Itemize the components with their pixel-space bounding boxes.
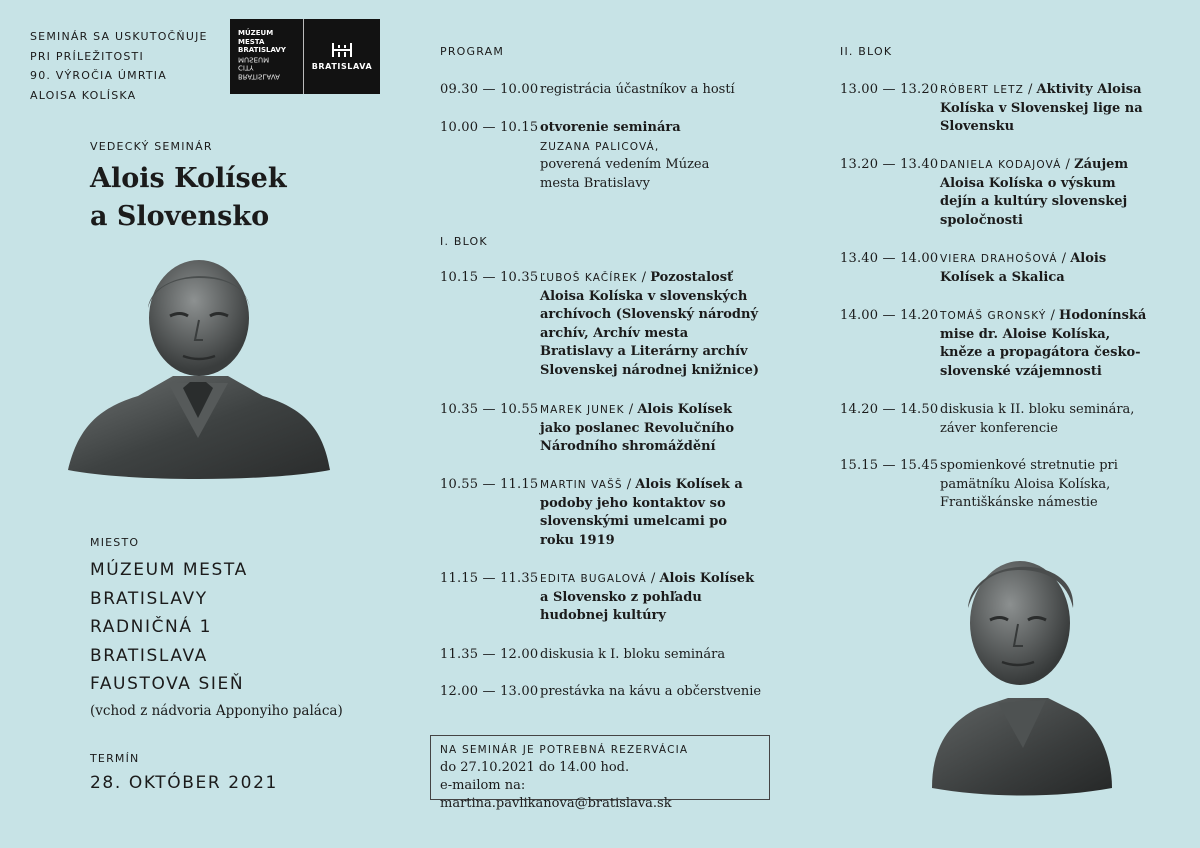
bust-portrait-image <box>68 258 330 480</box>
bust-portrait-image <box>928 548 1114 796</box>
item-speaker: VIERA DRAHOŠOVÁ <box>940 253 1058 265</box>
venue-line: MÚZEUM MESTA <box>90 560 248 580</box>
item-speaker: MAREK JUNEK <box>540 404 625 416</box>
block2-heading: II. BLOK <box>840 45 893 58</box>
item-time: 14.20 — 14.50 <box>840 402 939 417</box>
logo-mirror-line: BRATISLAVA <box>238 72 280 80</box>
venue-address <box>90 556 248 699</box>
item-text: diskusia k I. bloku seminára <box>540 647 726 662</box>
item-time: 13.00 — 13.20 <box>840 82 939 97</box>
item-text: diskusia k II. bloku seminára, záver konferencie <box>940 402 1135 436</box>
bratislava-mark-icon <box>331 42 353 58</box>
item-speaker: ĽUBOŠ KAČÍREK <box>540 272 638 284</box>
logo-wordmark <box>230 19 304 94</box>
item-title: Záujem Aloisa Kolíska o výskum dejín a kultúry slovenskej spoločnosti <box>940 157 1129 228</box>
reservation-deadline: do 27.10.2021 do 14.00 hod. <box>440 760 630 775</box>
item-time: 12.00 — 13.00 <box>440 684 539 699</box>
logo-mirrored-text <box>238 55 303 81</box>
logo-line: MESTA <box>238 37 265 46</box>
logo-line: MÚZEUM <box>238 29 274 37</box>
block1-heading: I. BLOK <box>440 235 488 248</box>
museum-logo <box>230 19 380 94</box>
venue-line: BRATISLAVA <box>90 645 208 666</box>
item-time: 10.55 — 11.15 <box>440 477 539 492</box>
logo-word: BRATISLAVA <box>311 62 373 71</box>
reservation-box <box>430 735 770 811</box>
item-time: 11.15 — 11.35 <box>440 571 539 586</box>
item-speaker: DANIELA KODAJOVÁ <box>940 159 1062 171</box>
logo-mirror-line: MUSEUM <box>238 55 270 63</box>
item-title: Alois Kolísek a Slovensko z pohľadu hudobnej kultúry <box>540 571 755 624</box>
occasion-line: SEMINÁR SA USKUTOČŇUJE <box>30 30 208 43</box>
item-title: Pozostalosť Aloisa Kolíska v slovenských archívoch (Slovenský národný archív, Archív mesta Bratislavy a Literárny archív Slovenskej národnej knižnice) <box>540 270 760 378</box>
occasion-line: ALOISA KOLÍSKA <box>30 88 137 102</box>
item-text: prestávka na kávu a občerstvenie <box>540 684 762 699</box>
item-time: 10.00 — 10.15 <box>440 120 539 135</box>
item-time: 13.20 — 13.40 <box>840 157 939 172</box>
event-date: 28. OKTÓBER 2021 <box>90 773 278 793</box>
item-time: 13.40 — 14.00 <box>840 251 939 266</box>
venue-line: BRATISLAVY <box>90 588 208 609</box>
venue-label: MIESTO <box>90 536 140 549</box>
item-title: Alois Kolísek a podoby jeho kontaktov so slovenskými umelcami po roku 1919 <box>540 477 743 548</box>
item-time: 11.35 — 12.00 <box>440 647 539 662</box>
item-text: poverená vedením Múzea mesta Bratislavy <box>540 157 710 191</box>
item-speaker: ZUZANA PALICOVÁ, <box>540 140 660 153</box>
item-title: Alois Kolísek jako poslanec Revolučního Národního shromáždění <box>540 402 735 455</box>
date-label: TERMÍN <box>90 752 140 765</box>
page-title <box>90 160 287 236</box>
item-speaker: RÓBERT LETZ <box>940 84 1024 96</box>
venue-note: (vchod z nádvoria Apponyiho paláca) <box>90 703 343 719</box>
occasion-line: PRI PRÍLEŽITOSTI <box>30 49 144 63</box>
item-speaker: MARTIN VAŠŠ <box>540 479 623 491</box>
reservation-heading: NA SEMINÁR JE POTREBNÁ REZERVÁCIA <box>440 744 689 756</box>
item-time: 10.15 — 10.35 <box>440 270 539 285</box>
venue-line: FAUSTOVA SIEŇ <box>90 674 245 694</box>
item-title: Hodonínská mise dr. Aloise Kolíska, kněze a propagátora česko-slovenské vzájemnosti <box>940 308 1147 379</box>
item-time: 15.15 — 15.45 <box>840 458 939 473</box>
item-title: Aktivity Aloisa Kolíska v Slovenskej lige na Slovensku <box>940 82 1143 135</box>
item-title: Alois Kolísek a Skalica <box>940 251 1107 285</box>
title-line: a Slovensko <box>90 201 270 232</box>
item-time: 09.30 — 10.00 <box>440 82 539 97</box>
seminar-kicker: VEDECKÝ SEMINÁR <box>90 140 213 153</box>
item-speaker: EDITA BUGALOVÁ <box>540 573 647 585</box>
reservation-email[interactable]: e-mailom na: martina.pavlikanova@bratislava.sk <box>440 778 672 811</box>
item-text: spomienkové stretnutie pri pamätníku Aloisa Kolíska, Františkánske námestie <box>940 458 1118 511</box>
item-time: 10.35 — 10.55 <box>440 402 539 417</box>
logo-mirror-line: CITY <box>238 63 254 72</box>
bratislava-logo <box>304 19 380 94</box>
item-text: registrácia účastníkov a hostí <box>540 82 735 97</box>
occasion-note <box>30 27 208 105</box>
item-title: otvorenie seminára <box>540 120 681 135</box>
occasion-line: 90. VÝROČIA ÚMRTIA <box>30 69 167 82</box>
item-time: 14.00 — 14.20 <box>840 308 939 323</box>
venue-line: RADNIČNÁ 1 <box>90 617 213 637</box>
item-speaker: TOMÁŠ GRONSKÝ <box>940 310 1047 322</box>
title-line: Alois Kolísek <box>90 163 287 194</box>
logo-line: BRATISLAVY <box>238 46 286 54</box>
program-heading: PROGRAM <box>440 45 505 58</box>
